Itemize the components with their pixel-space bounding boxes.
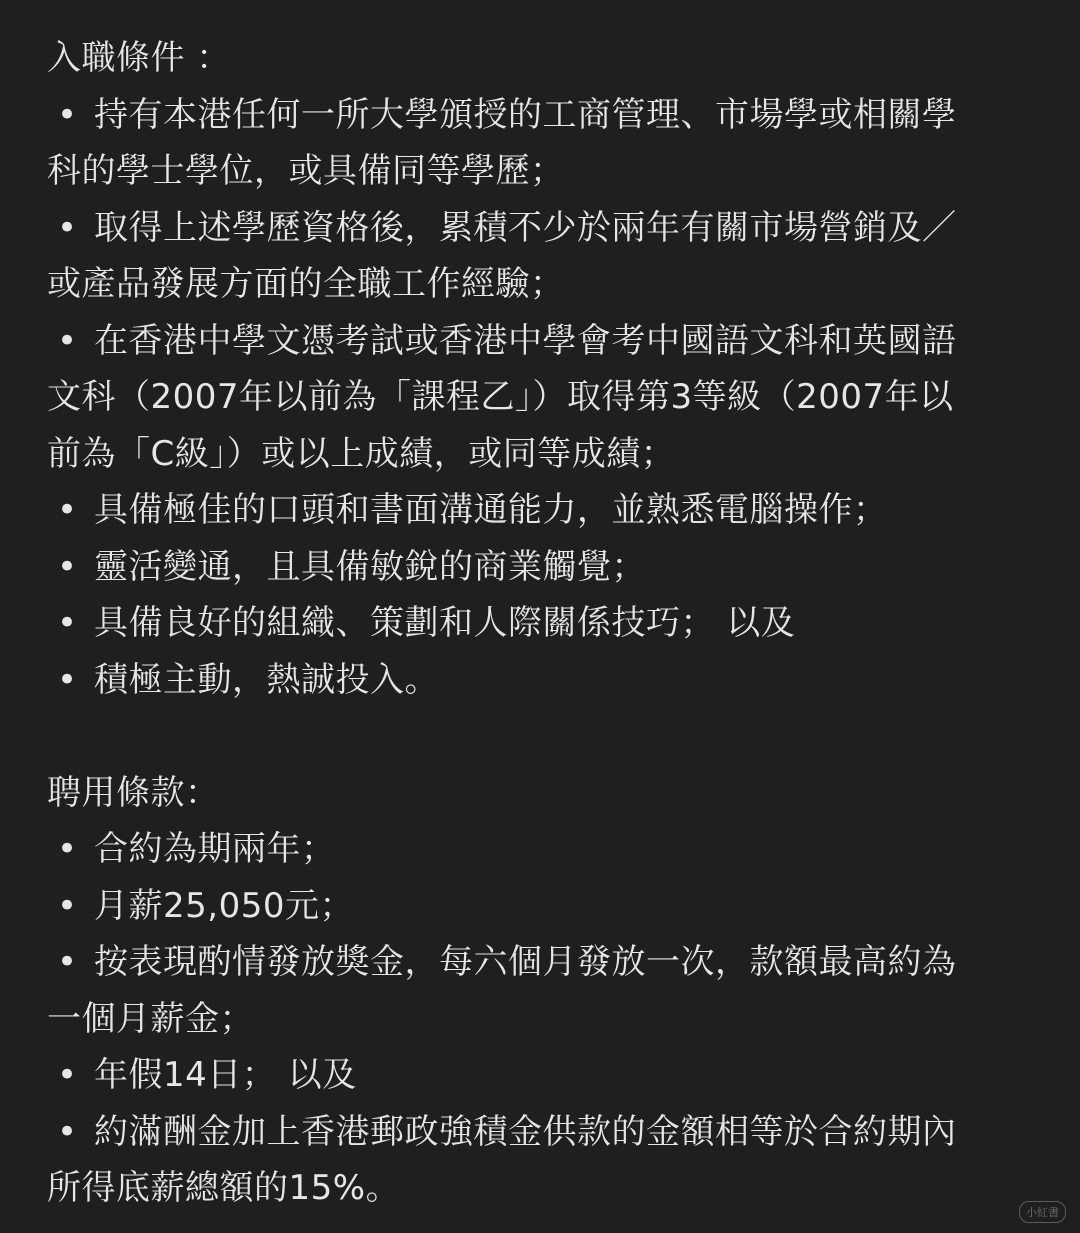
list-item bbox=[47, 934, 1009, 991]
bullet-icon: • bbox=[57, 320, 78, 361]
list-item bbox=[47, 482, 1009, 539]
list-item-text: 在香港中學文憑考試或香港中學會考中國語文科和英國語 bbox=[94, 320, 957, 361]
bullet-icon: • bbox=[57, 1111, 78, 1152]
list-item-continuation: 所得底薪總額的15%。 bbox=[47, 1168, 401, 1208]
list-item bbox=[47, 1104, 1009, 1161]
list-item-text: 月薪25,050元； bbox=[94, 885, 354, 926]
list-item-text: 持有本港任何一所大學頒授的工商管理、市場學或相關學 bbox=[94, 94, 957, 135]
bullet-icon: • bbox=[57, 1055, 78, 1095]
watermark-logo: 小紅書 bbox=[1019, 1201, 1066, 1223]
list-item-text: 按表現酌情發放獎金，每六個月發放一次，款額最高約為 bbox=[94, 942, 957, 982]
list-item-continuation: 科的學士學位，或具備同等學歷； bbox=[47, 151, 565, 191]
terms-list bbox=[47, 821, 1009, 1217]
bullet-icon: • bbox=[57, 546, 78, 587]
list-item-text: 約滿酬金加上香港郵政強積金供款的金額相等於合約期內 bbox=[94, 1111, 957, 1152]
list-item-continuation: 文科（2007年以前為「課程乙」）取得第3等級（2007年以 bbox=[47, 377, 954, 417]
list-item bbox=[47, 652, 1009, 709]
list-item bbox=[47, 87, 1009, 144]
list-item-continuation: 前為「C級」）或以上成績，或同等成績； bbox=[47, 433, 676, 474]
terms-heading: 聘用條款： bbox=[47, 772, 220, 813]
requirements-list bbox=[47, 87, 1009, 709]
list-item bbox=[47, 821, 1009, 878]
list-item bbox=[47, 313, 1009, 370]
list-item bbox=[47, 878, 1009, 935]
list-item-continuation: 一個月薪金； bbox=[47, 998, 254, 1039]
list-item-text: 具備良好的組織、策劃和人際關係技巧； 以及 bbox=[94, 603, 796, 643]
bullet-icon: • bbox=[57, 942, 78, 982]
list-item-text: 合約為期兩年； bbox=[94, 829, 336, 869]
document-body bbox=[47, 30, 1009, 1217]
list-item-text: 積極主動，熱誠投入。 bbox=[94, 659, 439, 700]
bullet-icon: • bbox=[57, 885, 78, 926]
list-item bbox=[47, 1047, 1009, 1104]
bullet-icon: • bbox=[57, 829, 78, 869]
list-item-text: 年假14日； 以及 bbox=[94, 1055, 357, 1095]
requirements-heading: 入職條件 ： bbox=[47, 38, 231, 78]
bullet-icon: • bbox=[57, 94, 78, 135]
list-item-text: 取得上述學歷資格後，累積不少於兩年有關市場營銷及／ bbox=[94, 207, 957, 248]
list-item bbox=[47, 595, 1009, 652]
list-item bbox=[47, 200, 1009, 257]
list-item-continuation: 或產品發展方面的全職工作經驗； bbox=[47, 264, 565, 304]
list-item-text: 具備極佳的口頭和書面溝通能力，並熟悉電腦操作； bbox=[94, 490, 888, 530]
bullet-icon: • bbox=[57, 603, 78, 643]
section-spacer bbox=[47, 708, 1009, 765]
bullet-icon: • bbox=[57, 490, 78, 530]
list-item-text: 靈活變通，且具備敏銳的商業觸覺； bbox=[94, 546, 646, 587]
bullet-icon: • bbox=[57, 659, 78, 700]
list-item bbox=[47, 539, 1009, 596]
bullet-icon: • bbox=[57, 207, 78, 248]
